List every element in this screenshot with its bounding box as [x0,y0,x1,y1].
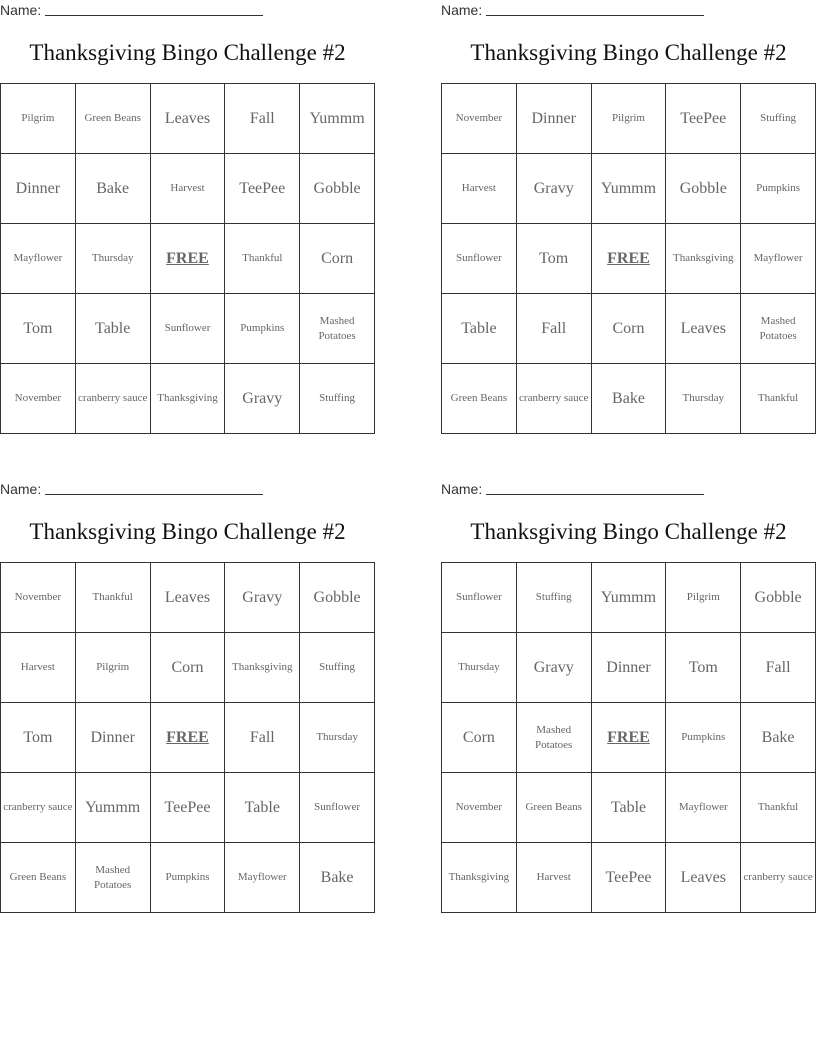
bingo-grid [441,562,816,913]
free-space: FREE [592,224,667,294]
bingo-cell: Pumpkins [151,843,226,913]
bingo-cell: Gravy [517,154,592,224]
bingo-cell: Leaves [151,84,226,154]
bingo-cell: Mashed Potatoes [741,294,816,364]
bingo-cell: Mayflower [1,224,76,294]
bingo-cell: Tom [1,294,76,364]
bingo-row [442,563,816,633]
bingo-cell: Bake [300,843,375,913]
bingo-cell: Table [76,294,151,364]
bingo-row [442,843,816,913]
bingo-cell: Thursday [442,633,517,703]
bingo-cell: Mayflower [225,843,300,913]
bingo-cell: Mayflower [666,773,741,843]
bingo-cell: Thanksgiving [151,364,226,434]
bingo-cell: Green Beans [76,84,151,154]
name-label: Name: [441,481,483,497]
bingo-cell: Corn [300,224,375,294]
bingo-cell: Dinner [592,633,667,703]
bingo-cell: Corn [592,294,667,364]
bingo-cell: November [442,773,517,843]
bingo-cell: Pilgrim [76,633,151,703]
bingo-row [442,364,816,434]
bingo-cell: Green Beans [1,843,76,913]
free-space: FREE [151,224,226,294]
bingo-cell: Tom [517,224,592,294]
bingo-cell: Bake [76,154,151,224]
bingo-cell: Thursday [300,703,375,773]
bingo-cell: Harvest [151,154,226,224]
bingo-cell: cranberry sauce [517,364,592,434]
bingo-cell: TeePee [666,84,741,154]
bingo-cell: Gobble [741,563,816,633]
bingo-row [1,703,375,773]
bingo-cell: Fall [225,703,300,773]
bingo-grid [441,83,816,434]
bingo-cell: Pumpkins [666,703,741,773]
name-field [441,2,704,18]
bingo-cell: Mashed Potatoes [76,843,151,913]
bingo-cell: Stuffing [300,633,375,703]
bingo-row [1,364,375,434]
bingo-cell: Dinner [1,154,76,224]
bingo-cell: Corn [151,633,226,703]
bingo-cell: Yummm [592,563,667,633]
bingo-cell: Yummm [76,773,151,843]
bingo-cell: Sunflower [442,224,517,294]
bingo-cell: Thursday [76,224,151,294]
bingo-cell: Gravy [225,364,300,434]
bingo-cell: TeePee [592,843,667,913]
name-label: Name: [441,2,483,18]
card-title: Thanksgiving Bingo Challenge #2 [470,519,787,544]
bingo-cell: TeePee [151,773,226,843]
bingo-grid [0,562,375,913]
bingo-cell: Gobble [300,154,375,224]
bingo-cell: Thankful [741,364,816,434]
name-blank-line [45,14,263,16]
name-label: Name: [0,2,42,18]
bingo-cell: Dinner [517,84,592,154]
bingo-cell: Leaves [666,843,741,913]
card-title: Thanksgiving Bingo Challenge #2 [29,40,346,65]
bingo-row [1,843,375,913]
bingo-row [442,633,816,703]
bingo-cell: Thursday [666,364,741,434]
bingo-cell: Sunflower [151,294,226,364]
bingo-cell: Thanksgiving [442,843,517,913]
bingo-cell: Table [442,294,517,364]
bingo-cell: Pilgrim [592,84,667,154]
name-field [441,481,704,497]
bingo-row [442,224,816,294]
bingo-cell: Tom [666,633,741,703]
bingo-cell: Thankful [225,224,300,294]
bingo-cell: Gobble [300,563,375,633]
bingo-cell: Yummm [592,154,667,224]
bingo-cell: Green Beans [442,364,517,434]
bingo-cell: Thankful [76,563,151,633]
bingo-cell: Sunflower [300,773,375,843]
bingo-cell: Tom [1,703,76,773]
bingo-cell: Harvest [1,633,76,703]
bingo-cell: Pilgrim [666,563,741,633]
bingo-cell: Sunflower [442,563,517,633]
name-field [0,2,263,18]
bingo-cell: Fall [517,294,592,364]
bingo-cell: cranberry sauce [741,843,816,913]
bingo-row [442,703,816,773]
bingo-cell: November [1,563,76,633]
bingo-cell: Gobble [666,154,741,224]
bingo-cell: Mayflower [741,224,816,294]
free-space: FREE [151,703,226,773]
bingo-row [442,773,816,843]
bingo-row [442,154,816,224]
bingo-cell: Fall [225,84,300,154]
bingo-cell: Bake [741,703,816,773]
bingo-row [442,294,816,364]
bingo-cell: Fall [741,633,816,703]
name-blank-line [45,493,263,495]
bingo-cell: November [442,84,517,154]
bingo-cell: TeePee [225,154,300,224]
bingo-row [1,224,375,294]
name-blank-line [486,14,704,16]
bingo-row [1,294,375,364]
card-title: Thanksgiving Bingo Challenge #2 [29,519,346,544]
bingo-cell: cranberry sauce [76,364,151,434]
name-label: Name: [0,481,42,497]
bingo-cell: Pumpkins [225,294,300,364]
bingo-row [1,154,375,224]
bingo-row [1,84,375,154]
bingo-cell: November [1,364,76,434]
card-title: Thanksgiving Bingo Challenge #2 [470,40,787,65]
name-field [0,481,263,497]
bingo-cell: Pilgrim [1,84,76,154]
bingo-cell: Gravy [517,633,592,703]
bingo-grid [0,83,375,434]
bingo-cell: Thanksgiving [225,633,300,703]
bingo-cell: Gravy [225,563,300,633]
bingo-cell: Dinner [76,703,151,773]
bingo-cell: Harvest [517,843,592,913]
bingo-cell: cranberry sauce [1,773,76,843]
bingo-cell: Green Beans [517,773,592,843]
bingo-row [1,773,375,843]
bingo-cell: Thankful [741,773,816,843]
bingo-row [1,633,375,703]
bingo-cell: Stuffing [741,84,816,154]
bingo-cell: Leaves [151,563,226,633]
bingo-cell: Corn [442,703,517,773]
bingo-cell: Bake [592,364,667,434]
bingo-cell: Mashed Potatoes [300,294,375,364]
bingo-row [1,563,375,633]
bingo-cell: Yummm [300,84,375,154]
name-blank-line [486,493,704,495]
bingo-cell: Thanksgiving [666,224,741,294]
bingo-cell: Leaves [666,294,741,364]
bingo-row [442,84,816,154]
bingo-cell: Harvest [442,154,517,224]
bingo-cell: Table [592,773,667,843]
bingo-cell: Stuffing [300,364,375,434]
bingo-cell: Stuffing [517,563,592,633]
bingo-cell: Table [225,773,300,843]
bingo-cell: Mashed Potatoes [517,703,592,773]
free-space: FREE [592,703,667,773]
bingo-cell: Pumpkins [741,154,816,224]
